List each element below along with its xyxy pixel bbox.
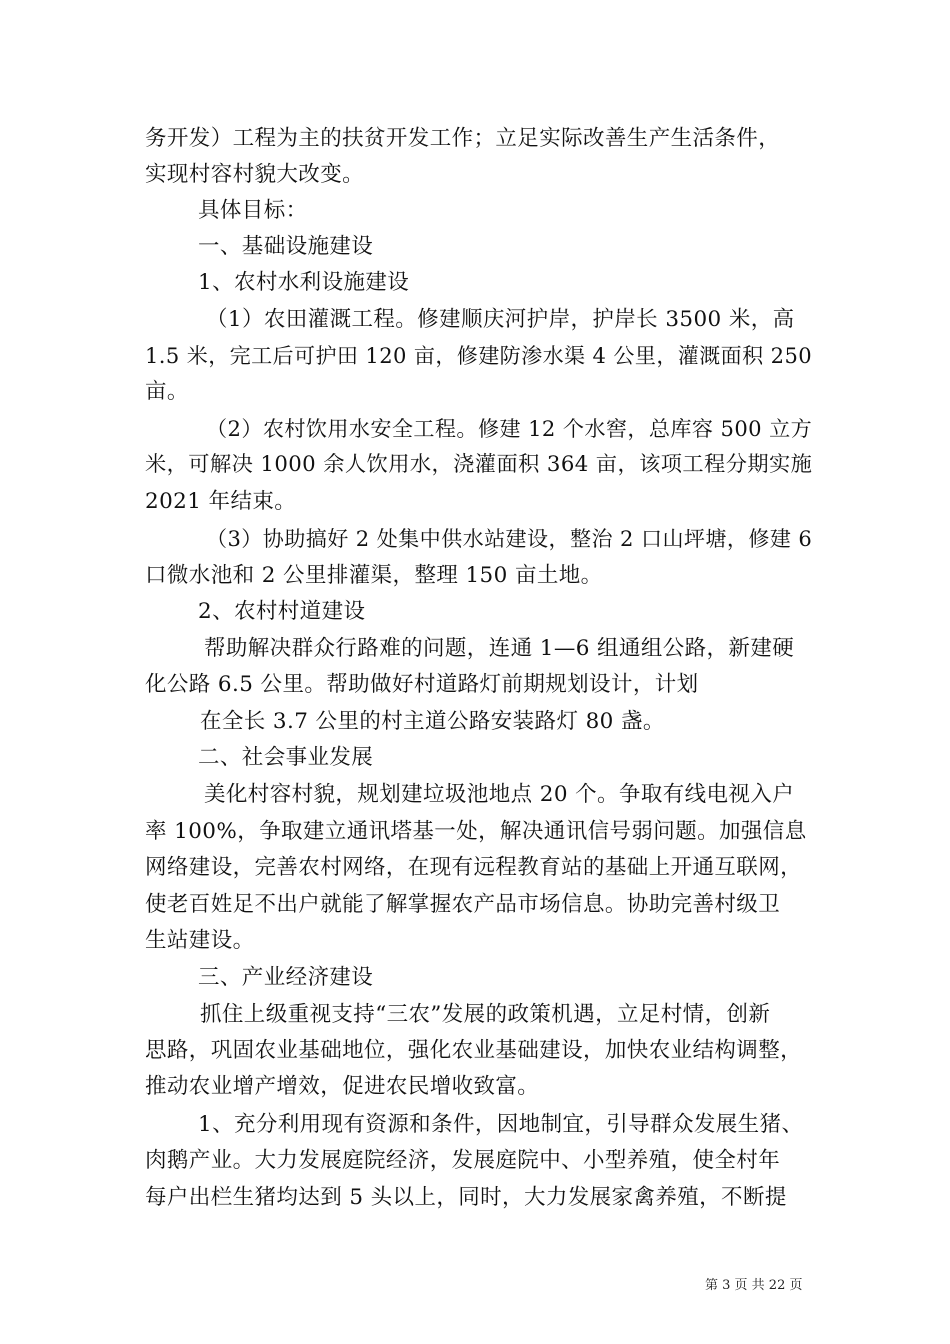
- text-line: 在全长 3.7 公里的村主道公路安装路灯 80 盏。: [200, 709, 665, 734]
- text-line: 抓住上级重视支持“三农”发展的政策机遇，立足村情，创新: [200, 1002, 771, 1027]
- text-line: 具体目标：: [198, 198, 308, 223]
- text-line: 化公路 6.5 公里。帮助做好村道路灯前期规划设计，计划: [145, 672, 699, 697]
- text-line: 口微水池和 2 公里排灌渠，整理 150 亩土地。: [145, 563, 603, 588]
- text-line: 2021 年结束。: [145, 489, 297, 514]
- text-line: 美化村容村貌，规划建垃圾池地点 20 个。争取有线电视入户: [204, 782, 795, 807]
- text-line: 率 100%，争取建立通讯塔基一处，解决通讯信号弱问题。加强信息: [145, 819, 807, 844]
- text-line: 每户出栏生猪均达到 5 头以上，同时，大力发展家禽养殖，不断提: [145, 1185, 787, 1210]
- text-line: （3）协助搞好 2 处集中供水站建设，整治 2 口山坪塘，修建 6: [206, 526, 813, 551]
- text-line: 务开发）工程为主的扶贫开发工作；立足实际改善生产生活条件，: [145, 126, 781, 151]
- text-line: 使老百姓足不出户就能了解掌握农产品市场信息。协助完善村级卫: [145, 892, 781, 917]
- text-line: 帮助解决群众行路难的问题，连通 1—6 组通组公路，新建硬: [204, 636, 795, 661]
- subsection-heading: 1、农村水利设施建设: [198, 270, 410, 295]
- section-heading: 一、基础设施建设: [198, 234, 374, 259]
- section-heading: 三、产业经济建设: [198, 965, 374, 990]
- text-line: 思路，巩固农业基础地位，强化农业基础建设，加快农业结构调整，: [145, 1038, 803, 1063]
- section-heading: 二、社会事业发展: [198, 745, 374, 770]
- text-line: （2）农村饮用水安全工程。修建 12 个水窖，总库容 500 立方: [206, 416, 813, 441]
- text-line: 亩。: [145, 379, 189, 404]
- text-line: 网络建设，完善农村网络，在现有远程教育站的基础上开通互联网，: [145, 855, 803, 880]
- text-line: （1）农田灌溉工程。修建顺庆河护岸，护岸长 3500 米，高: [206, 307, 795, 332]
- text-line: 1.5 米，完工后可护田 120 亩，修建防渗水渠 4 公里，灌溉面积 250: [145, 343, 813, 368]
- text-line: 实现村容村貌大改变。: [145, 162, 365, 187]
- subsection-heading: 2、农村村道建设: [198, 599, 366, 624]
- text-line: 1、充分利用现有资源和条件，因地制宜，引导群众发展生猪、: [198, 1112, 804, 1137]
- text-line: 肉鹅产业。大力发展庭院经济，发展庭院中、小型养殖，使全村年: [145, 1148, 781, 1173]
- text-line: 米，可解决 1000 余人饮用水，浇灌面积 364 亩，该项工程分期实施: [145, 452, 813, 477]
- text-line: 生站建设。: [145, 928, 255, 953]
- page-number: 第 3 页 共 22 页: [705, 1278, 803, 1293]
- text-line: 推动农业增产增效，促进农民增收致富。: [145, 1074, 540, 1099]
